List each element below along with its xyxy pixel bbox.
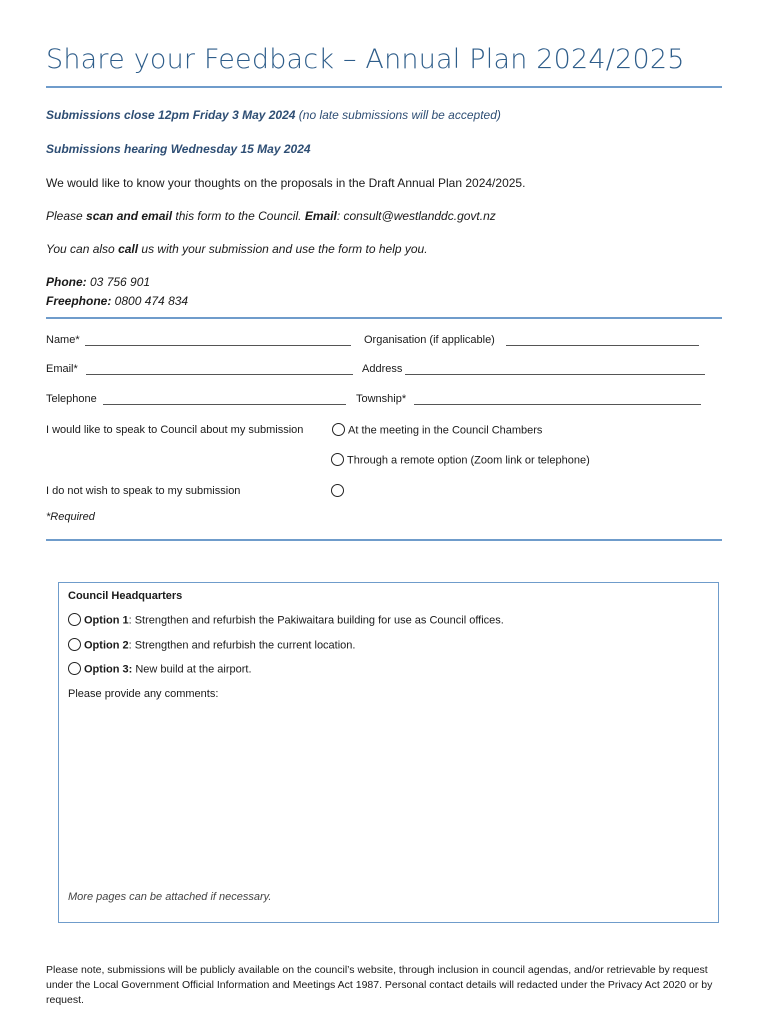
option-no-speak[interactable] bbox=[331, 485, 347, 498]
email-field[interactable]: Email* bbox=[46, 363, 353, 375]
hq-option-3[interactable]: Option 3: New build at the airport. bbox=[68, 663, 252, 676]
hq-heading: Council Headquarters bbox=[68, 590, 183, 602]
freephone-line: Freephone: 0800 474 834 bbox=[46, 294, 189, 308]
telephone-field[interactable]: Telephone bbox=[46, 393, 346, 405]
intro-email: Please scan and email this form to the Council. Email: consult@westlanddc.govt.nz bbox=[46, 209, 496, 223]
privacy-note: Please note, submissions will be publicly available on the council’s website, through inclusion in council agendas, and/or retrievable by request under the Local Government Official Information and Meetings Act 1987. Personal contact details will redacted under the Privacy Act 2020 or by request. bbox=[46, 964, 713, 1006]
comments-label: Please provide any comments: bbox=[68, 688, 219, 700]
name-field[interactable]: Name* bbox=[46, 334, 351, 346]
attach-note: More pages can be attached if necessary. bbox=[68, 891, 272, 903]
hq-option-1[interactable]: Option 1: Strengthen and refurbish the Pakiwaitara building for use as Council offices. bbox=[68, 614, 504, 627]
comments-area[interactable] bbox=[68, 708, 708, 883]
no-speak-label: I do not wish to speak to my submission bbox=[46, 485, 241, 497]
radio-option-2[interactable] bbox=[68, 638, 81, 651]
option-remote[interactable]: Through a remote option (Zoom link or telephone) bbox=[331, 454, 590, 467]
form-top-divider bbox=[46, 317, 722, 319]
township-field[interactable]: Township* bbox=[356, 393, 701, 405]
title-divider bbox=[46, 86, 722, 88]
hq-option-2[interactable]: Option 2: Strengthen and refurbish the current location. bbox=[68, 639, 355, 652]
organisation-field[interactable]: Organisation (if applicable) bbox=[364, 334, 699, 346]
radio-option-1[interactable] bbox=[68, 613, 81, 626]
speak-label: I would like to speak to Council about my submission bbox=[46, 424, 304, 436]
required-note: *Required bbox=[46, 511, 95, 523]
option-meeting[interactable]: At the meeting in the Council Chambers bbox=[332, 424, 542, 437]
intro-call: You can also call us with your submission and use the form to help you. bbox=[46, 242, 428, 256]
radio-no-speak[interactable] bbox=[331, 484, 344, 497]
council-hq-section bbox=[58, 582, 719, 923]
address-field[interactable]: Address bbox=[362, 363, 705, 375]
intro-thoughts: We would like to know your thoughts on the proposals in the Draft Annual Plan 2024/2025. bbox=[46, 176, 526, 190]
form-bottom-divider bbox=[46, 539, 722, 541]
submissions-hearing: Submissions hearing Wednesday 15 May 2024 bbox=[46, 142, 311, 156]
submissions-close: Submissions close 12pm Friday 3 May 2024 (no late submissions will be accepted) bbox=[46, 108, 501, 122]
radio-option-3[interactable] bbox=[68, 662, 81, 675]
radio-meeting[interactable] bbox=[332, 423, 345, 436]
radio-remote[interactable] bbox=[331, 453, 344, 466]
phone-line: Phone: 03 756 901 bbox=[46, 275, 151, 289]
page-title: Share your Feedback – Annual Plan 2024/2025 bbox=[46, 44, 685, 75]
